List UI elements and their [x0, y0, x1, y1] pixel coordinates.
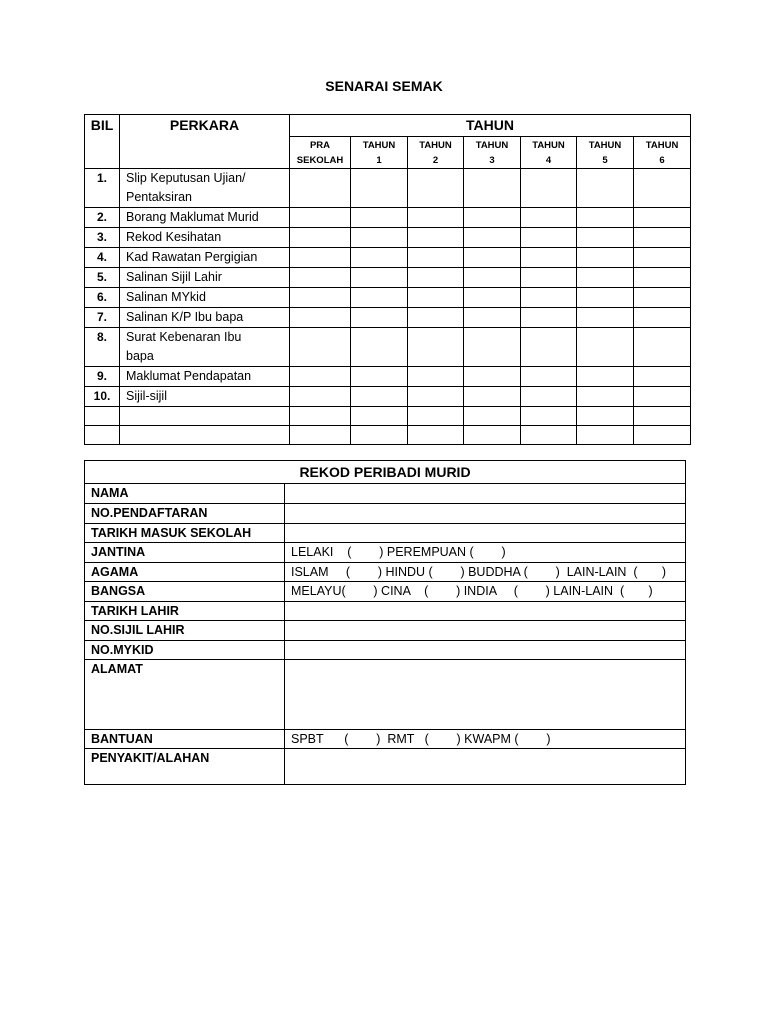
- record-row: [85, 524, 686, 543]
- check-cell[interactable]: [290, 407, 351, 426]
- check-cell[interactable]: [634, 407, 691, 426]
- row-item: [120, 228, 290, 248]
- row-item: [120, 208, 290, 228]
- row-item-line1: Rekod Kesihatan: [126, 230, 222, 244]
- check-cell[interactable]: [634, 367, 691, 387]
- year-header-line1: TAHUN: [645, 140, 679, 151]
- record-value[interactable]: [285, 602, 686, 621]
- check-cell[interactable]: [408, 208, 464, 228]
- row-item-line1: Borang Maklumat Murid: [126, 210, 259, 224]
- checklist-row: [85, 308, 691, 328]
- header-tahun: TAHUN: [290, 115, 691, 137]
- check-cell[interactable]: [351, 268, 408, 288]
- check-cell[interactable]: [464, 426, 521, 445]
- row-item: [120, 248, 290, 268]
- header-perkara: PERKARA: [120, 115, 290, 169]
- check-cell[interactable]: [577, 268, 634, 288]
- row-number: 9.: [85, 367, 120, 387]
- check-cell[interactable]: [408, 426, 464, 445]
- check-cell[interactable]: [408, 268, 464, 288]
- record-value[interactable]: [285, 660, 686, 730]
- year-header-line2: 4: [545, 155, 552, 166]
- checklist-row: [85, 169, 691, 208]
- year-header-line1: PRA: [309, 140, 331, 151]
- year-header-line2: 3: [489, 155, 495, 166]
- row-item-line1: Slip Keputusan Ujian/: [126, 171, 246, 185]
- row-item-line1: Salinan K/P Ibu bapa: [126, 310, 244, 324]
- record-row: [85, 660, 686, 730]
- row-number: 5.: [85, 268, 120, 288]
- record-value[interactable]: [285, 504, 686, 524]
- check-cell[interactable]: [351, 387, 408, 407]
- row-number: [85, 426, 120, 445]
- row-item-line1: Salinan Sijil Lahir: [126, 270, 222, 284]
- year-header-line2: 2: [432, 155, 439, 166]
- year-header: [408, 137, 464, 169]
- check-cell[interactable]: [634, 169, 691, 208]
- checklist-row: [85, 407, 691, 426]
- check-cell[interactable]: [290, 248, 351, 268]
- year-header: [290, 137, 351, 169]
- year-header-line1: TAHUN: [362, 140, 396, 151]
- check-cell[interactable]: [521, 228, 577, 248]
- check-cell[interactable]: [634, 288, 691, 308]
- row-item-line1: Kad Rawatan Pergigian: [126, 250, 258, 264]
- record-row: [85, 582, 686, 602]
- check-cell[interactable]: [521, 248, 577, 268]
- check-cell[interactable]: [351, 308, 408, 328]
- check-cell[interactable]: [464, 228, 521, 248]
- check-cell[interactable]: [577, 228, 634, 248]
- year-header-line1: TAHUN: [532, 140, 565, 151]
- check-cell[interactable]: [577, 328, 634, 367]
- year-header: [521, 137, 577, 169]
- record-label: ALAMAT: [85, 660, 285, 730]
- row-item: [120, 268, 290, 288]
- record-value[interactable]: SPBT ( ) RMT ( ) KWAPM ( ): [285, 730, 686, 749]
- page-title: SENARAI SEMAK: [325, 78, 443, 94]
- year-header-line2: 5: [602, 155, 608, 166]
- check-cell[interactable]: [634, 228, 691, 248]
- check-cell[interactable]: [521, 328, 577, 367]
- check-cell[interactable]: [290, 268, 351, 288]
- check-cell[interactable]: [521, 308, 577, 328]
- record-label: NAMA: [85, 484, 285, 504]
- check-cell[interactable]: [290, 288, 351, 308]
- record-row: [85, 563, 686, 582]
- check-cell[interactable]: [577, 208, 634, 228]
- check-cell[interactable]: [464, 248, 521, 268]
- row-number: 3.: [85, 228, 120, 248]
- year-header-line1: TAHUN: [588, 140, 622, 151]
- header-bil: BIL: [85, 115, 120, 169]
- check-cell[interactable]: [408, 288, 464, 308]
- check-cell[interactable]: [521, 268, 577, 288]
- check-cell[interactable]: [464, 387, 521, 407]
- check-cell[interactable]: [290, 169, 351, 208]
- check-cell[interactable]: [290, 367, 351, 387]
- check-cell[interactable]: [408, 248, 464, 268]
- check-cell[interactable]: [290, 387, 351, 407]
- check-cell[interactable]: [464, 288, 521, 308]
- row-item: [120, 308, 290, 328]
- record-value[interactable]: [285, 524, 686, 543]
- check-cell[interactable]: [521, 426, 577, 445]
- check-cell[interactable]: [577, 426, 634, 445]
- check-cell[interactable]: [290, 426, 351, 445]
- record-value[interactable]: [285, 641, 686, 660]
- check-cell[interactable]: [290, 228, 351, 248]
- checklist-row: [85, 288, 691, 308]
- row-item: [120, 288, 290, 308]
- record-row: [85, 602, 686, 621]
- check-cell[interactable]: [408, 228, 464, 248]
- year-header: [634, 137, 691, 169]
- row-number: 2.: [85, 208, 120, 228]
- record-label: NO.SIJIL LAHIR: [85, 621, 285, 641]
- year-header: [577, 137, 634, 169]
- checklist-row: [85, 387, 691, 407]
- record-row: [85, 543, 686, 563]
- row-number: 10.: [85, 387, 120, 407]
- row-number: 8.: [85, 328, 120, 367]
- year-header-line1: TAHUN: [475, 140, 509, 151]
- year-header: [351, 137, 408, 169]
- checklist-row: [85, 426, 691, 445]
- check-cell[interactable]: [408, 387, 464, 407]
- checklist-table: [84, 114, 691, 445]
- checklist-row: [85, 328, 691, 367]
- record-value[interactable]: [285, 749, 686, 785]
- record-label: NO.MYKID: [85, 641, 285, 660]
- check-cell[interactable]: [521, 169, 577, 208]
- check-cell[interactable]: [464, 328, 521, 367]
- record-value[interactable]: [285, 484, 686, 504]
- record-value[interactable]: ISLAM ( ) HINDU ( ) BUDDHA ( ) LAIN-LAIN ( ): [285, 563, 686, 582]
- check-cell[interactable]: [634, 387, 691, 407]
- checklist-row: [85, 248, 691, 268]
- check-cell[interactable]: [464, 208, 521, 228]
- row-number: [85, 407, 120, 426]
- year-header-line1: TAHUN: [419, 140, 452, 151]
- check-cell[interactable]: [577, 367, 634, 387]
- checklist-row: [85, 268, 691, 288]
- check-cell[interactable]: [408, 169, 464, 208]
- row-number: 1.: [85, 169, 120, 208]
- check-cell[interactable]: [521, 208, 577, 228]
- year-header-line2: 1: [376, 155, 382, 166]
- check-cell[interactable]: [464, 308, 521, 328]
- check-cell[interactable]: [290, 328, 351, 367]
- check-cell[interactable]: [577, 288, 634, 308]
- check-cell[interactable]: [521, 288, 577, 308]
- row-item-line1: Salinan MYkid: [126, 290, 206, 304]
- record-row: [85, 641, 686, 660]
- row-item: [120, 328, 290, 367]
- check-cell[interactable]: [464, 367, 521, 387]
- check-cell[interactable]: [408, 328, 464, 367]
- record-label: AGAMA: [85, 563, 285, 582]
- record-label: TARIKH MASUK SEKOLAH: [85, 524, 285, 543]
- check-cell[interactable]: [634, 308, 691, 328]
- check-cell[interactable]: [351, 328, 408, 367]
- check-cell[interactable]: [521, 387, 577, 407]
- row-item: [120, 169, 290, 208]
- year-header: [464, 137, 521, 169]
- record-label: BANTUAN: [85, 730, 285, 749]
- record-value[interactable]: MELAYU( ) CINA ( ) INDIA ( ) LAIN-LAIN ( ): [285, 582, 686, 602]
- check-cell[interactable]: [577, 248, 634, 268]
- check-cell[interactable]: [577, 169, 634, 208]
- check-cell[interactable]: [634, 328, 691, 367]
- check-cell[interactable]: [464, 268, 521, 288]
- year-header-line2: SEKOLAH: [296, 155, 344, 166]
- check-cell[interactable]: [351, 426, 408, 445]
- row-item-line1: Maklumat Pendapatan: [126, 369, 252, 383]
- record-row: [85, 749, 686, 785]
- record-value[interactable]: [285, 621, 686, 641]
- record-label: TARIKH LAHIR: [85, 602, 285, 621]
- row-item-line2: bapa: [126, 349, 154, 363]
- checklist-row: [85, 228, 691, 248]
- student-record-table: [84, 460, 686, 785]
- record-label: NO.PENDAFTARAN: [85, 504, 285, 524]
- check-cell[interactable]: [634, 426, 691, 445]
- row-item-line1: Surat Kebenaran Ibu: [126, 330, 242, 344]
- record-label: PENYAKIT/ALAHAN: [85, 749, 285, 785]
- check-cell[interactable]: [351, 367, 408, 387]
- record-row: [85, 504, 686, 524]
- check-cell[interactable]: [351, 288, 408, 308]
- record-label: JANTINA: [85, 543, 285, 563]
- row-number: 6.: [85, 288, 120, 308]
- check-cell[interactable]: [634, 268, 691, 288]
- record-row: [85, 484, 686, 504]
- check-cell[interactable]: [351, 228, 408, 248]
- row-number: 7.: [85, 308, 120, 328]
- row-item: [120, 407, 290, 426]
- row-item-line1: Sijil-sijil: [126, 389, 167, 403]
- check-cell[interactable]: [351, 407, 408, 426]
- checklist-row: [85, 367, 691, 387]
- record-title: REKOD PERIBADI MURID: [85, 461, 686, 484]
- check-cell[interactable]: [634, 248, 691, 268]
- check-cell[interactable]: [290, 308, 351, 328]
- check-cell[interactable]: [408, 367, 464, 387]
- check-cell[interactable]: [577, 308, 634, 328]
- row-number: 4.: [85, 248, 120, 268]
- check-cell[interactable]: [521, 407, 577, 426]
- check-cell[interactable]: [464, 169, 521, 208]
- check-cell[interactable]: [634, 208, 691, 228]
- record-value[interactable]: LELAKI ( ) PEREMPUAN ( ): [285, 543, 686, 563]
- check-cell[interactable]: [351, 169, 408, 208]
- check-cell[interactable]: [290, 208, 351, 228]
- check-cell[interactable]: [521, 367, 577, 387]
- check-cell[interactable]: [408, 407, 464, 426]
- check-cell[interactable]: [408, 308, 464, 328]
- check-cell[interactable]: [577, 407, 634, 426]
- record-row: [85, 621, 686, 641]
- record-row: [85, 730, 686, 749]
- check-cell[interactable]: [464, 407, 521, 426]
- row-item: [120, 367, 290, 387]
- checklist-row: [85, 208, 691, 228]
- row-item-line2: Pentaksiran: [126, 190, 193, 204]
- check-cell[interactable]: [351, 208, 408, 228]
- record-label: BANGSA: [85, 582, 285, 602]
- row-item: [120, 387, 290, 407]
- row-item: [120, 426, 290, 445]
- check-cell[interactable]: [577, 387, 634, 407]
- check-cell[interactable]: [351, 248, 408, 268]
- year-header-line2: 6: [659, 155, 665, 166]
